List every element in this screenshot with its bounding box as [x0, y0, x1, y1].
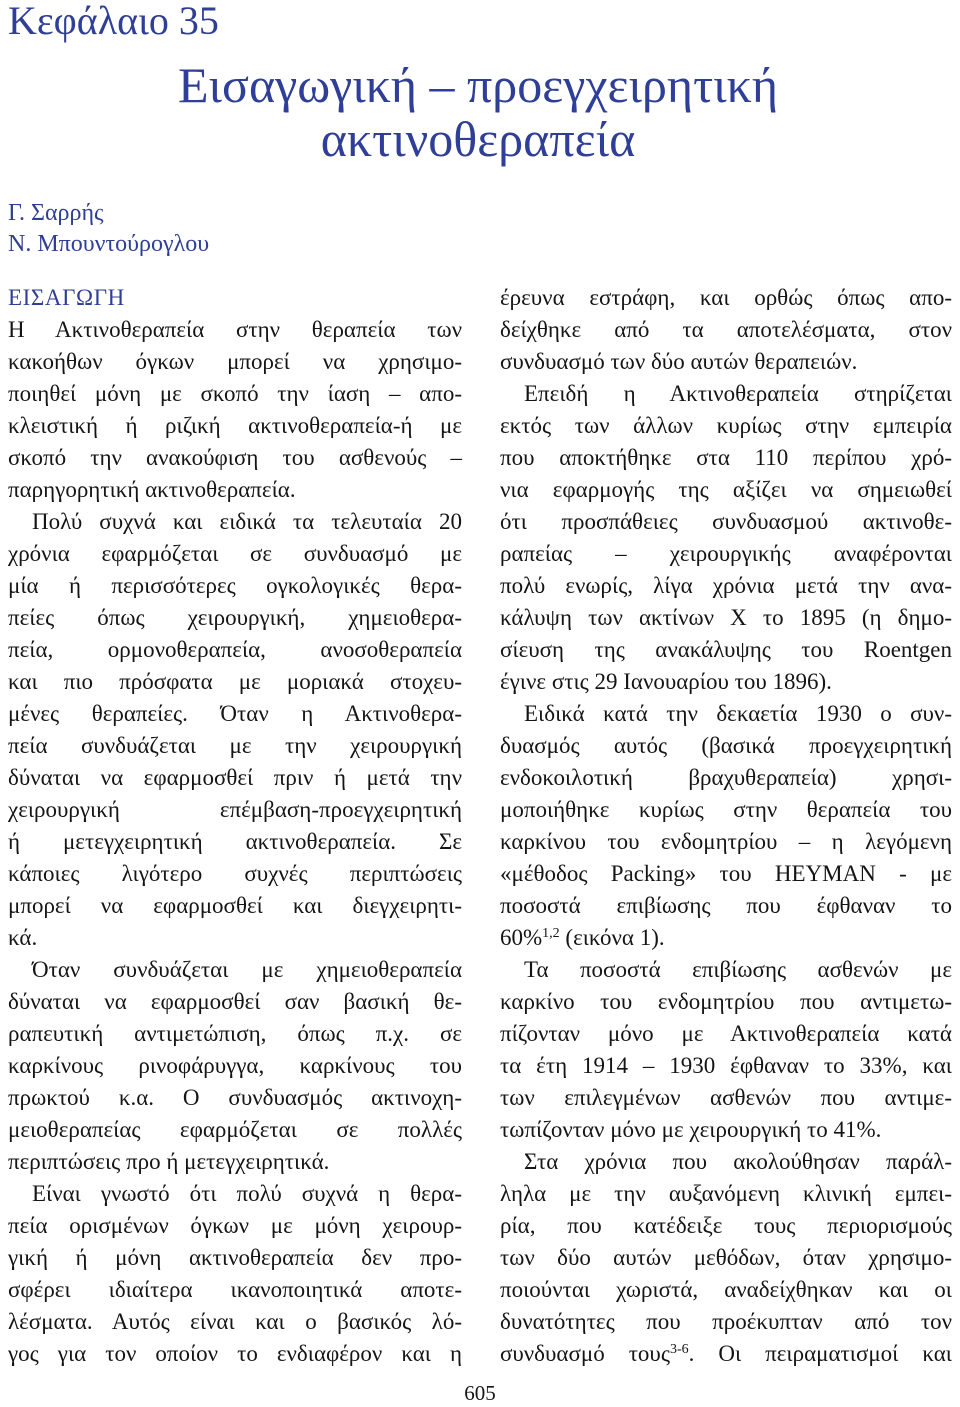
- text-line: που αποκτήθηκε στα 110 περίπου χρό-: [500, 445, 952, 470]
- text-line: ότι προσπάθειες συνδυασμού ακτινοθε-: [500, 509, 952, 534]
- author-list: [8, 198, 209, 260]
- text-line: κάποιες λιγότερο συχνές περιπτώσεις: [8, 861, 462, 886]
- text-line: «μέθοδος Packing» του HEYMAN - με: [500, 861, 952, 886]
- text-line: πρωκτού κ.α. Ο συνδυασμός ακτινοχη-: [8, 1085, 462, 1110]
- right-text-column: [500, 282, 952, 1370]
- text-line: ληλα με την αυξανόμενη κλινική εμπει-: [500, 1181, 952, 1206]
- text-line: δείχθηκε από τα αποτελέσματα, στον: [500, 317, 952, 342]
- text-line: περιπτώσεις προ ή μετεγχειρητικά.: [8, 1149, 330, 1174]
- text-segment: 60%: [500, 925, 543, 950]
- text-line: ραπευτική αντιμετώπιση, όπως π.χ. σε: [8, 1021, 462, 1046]
- text-segment: συνδυασμό τους: [500, 1341, 670, 1366]
- text-line: κακοήθων όγκων μπορεί να χρησιμο-: [8, 349, 462, 374]
- text-line: πίζονταν μόνο με Ακτινοθεραπεία κατά: [500, 1021, 952, 1046]
- text-line: κάλυψη των ακτίνων Χ το 1895 (η δημο-: [500, 605, 952, 630]
- text-line: χρόνια εφαρμόζεται σε συνδυασμό με: [8, 541, 462, 566]
- citation-superscript: 3-6: [669, 1342, 689, 1357]
- text-line: ποιούνται χωριστά, αναδείχθηκαν και οι: [500, 1277, 952, 1302]
- text-line: των δύο αυτών μεθόδων, όταν χρησιμο-: [500, 1245, 952, 1270]
- text-segment: (εικόνα 1).: [559, 925, 665, 950]
- paragraph: [500, 954, 952, 1146]
- left-text-column: [8, 282, 462, 1370]
- author-name: Ν. Μπουντούρογλου: [8, 231, 210, 257]
- text-line: μπορεί να εφαρμοσθεί και διεγχειρητι-: [8, 893, 462, 918]
- text-line: πεία ορισμένων όγκων με μόνη χειρουρ-: [8, 1213, 462, 1238]
- text-line: ή μετεγχειρητική ακτινοθεραπεία. Σε: [8, 829, 462, 854]
- paragraph: [8, 954, 462, 1178]
- text-line: καρκίνους ρινοφάρυγγα, καρκίνους του: [8, 1053, 462, 1078]
- text-line: πεία συνδυάζεται με την χειρουργική: [8, 733, 462, 758]
- text-line: [500, 922, 952, 954]
- text-line: Επειδή η Ακτινοθεραπεία στηρίζεται: [524, 381, 952, 406]
- text-line: ρία, που κατέδειξε τους περιορισμούς: [500, 1213, 952, 1238]
- text-line: και πιο πρόσφατα με μοριακά στοχευ-: [8, 669, 462, 694]
- text-line: ποιηθεί μόνη με σκοπό την ίαση – απο-: [8, 381, 462, 406]
- author-name: Γ. Σαρρής: [8, 200, 104, 226]
- text-line: νια εφαρμογής της αξίζει να σημειωθεί: [500, 477, 952, 502]
- text-line: λέσματα. Αυτός είναι και ο βασικός λό-: [8, 1309, 462, 1334]
- text-line: πεία, ορμονοθεραπεία, ανοσοθεραπεία: [8, 637, 462, 662]
- text-line: Είναι γνωστό ότι πολύ συχνά η θερα-: [32, 1181, 462, 1206]
- text-line: καρκίνο του ενδομητρίου που αντιμετω-: [500, 989, 952, 1014]
- paragraph: [500, 378, 952, 698]
- paragraph: [500, 1146, 952, 1370]
- text-line: σίευση της ανακάλυψης του Roentgen: [500, 637, 952, 662]
- text-line: Τα ποσοστά επιβίωσης ασθενών με: [524, 957, 952, 982]
- text-line: [500, 1338, 952, 1370]
- text-line: Ειδικά κατά την δεκαετία 1930 ο συν-: [524, 701, 952, 726]
- paragraph: [500, 282, 952, 378]
- text-line: πολύ ενωρίς, λίγα χρόνια μετά την ανα-: [500, 573, 952, 598]
- text-line: Όταν συνδυάζεται με χημειοθεραπεία: [32, 957, 462, 982]
- text-line: Πολύ συχνά και ειδικά τα τελευταία 20: [32, 509, 462, 534]
- text-line: σκοπό την ανακούφιση του ασθενούς –: [8, 445, 462, 470]
- text-line: πείες όπως χειρουργική, χημειοθερα-: [8, 605, 462, 630]
- chapter-title-line-1: Εισαγωγική – προεγχειρητική: [178, 57, 778, 113]
- section-heading: ΕΙΣΑΓΩΓΗ: [8, 285, 125, 310]
- text-line: δύναται να εφαρμοσθεί πριν ή μετά την: [8, 765, 462, 790]
- paragraph: [8, 1178, 462, 1370]
- text-line: γος για τον οποίον το ενδιαφέρον και η: [8, 1341, 462, 1366]
- paragraph: [8, 314, 462, 506]
- text-line: κά.: [8, 925, 38, 950]
- text-line: Η Ακτινοθεραπεία στην θεραπεία των: [8, 317, 462, 342]
- text-line: καρκίνου του ενδομητρίου – η λεγόμενη: [500, 829, 952, 854]
- paragraph: [500, 698, 952, 954]
- text-line: σφέρει ιδιαίτερα ικανοποιητικά αποτε-: [8, 1277, 462, 1302]
- chapter-title: [0, 58, 956, 166]
- text-line: τα έτη 1914 – 1930 έφθαναν το 33%, και: [500, 1053, 952, 1078]
- text-line: έρευνα εστράφη, και ορθώς όπως απο-: [500, 285, 952, 310]
- chapter-label: Κεφάλαιο 35: [8, 0, 219, 43]
- text-line: εκτός των άλλων κυρίως στην εμπειρία: [500, 413, 952, 438]
- text-line: τωπίζονταν μόνο με χειρουργική το 41%.: [500, 1117, 882, 1142]
- text-line: έγινε στις 29 Ιανουαρίου του 1896).: [500, 669, 832, 694]
- citation-superscript: 1,2: [542, 926, 560, 941]
- text-line: δύναται να εφαρμοσθεί σαν βασική θε-: [8, 989, 462, 1014]
- text-line: ραπείας – χειρουργικής αναφέρονται: [500, 541, 952, 566]
- page-number: 605: [464, 1381, 496, 1405]
- paragraph: [8, 506, 462, 954]
- text-line: συνδυασμό των δύο αυτών θεραπειών.: [500, 349, 858, 374]
- text-line: χειρουργική επέμβαση-προεγχειρητική: [8, 797, 462, 822]
- text-line: Στα χρόνια που ακολούθησαν παράλ-: [524, 1149, 952, 1174]
- text-line: γική ή μόνη ακτινοθεραπεία δεν προ-: [8, 1245, 462, 1270]
- text-line: μένες θεραπείες. Όταν η Ακτινοθερα-: [8, 701, 462, 726]
- text-line: ποσοστά επιβίωσης που έφθαναν το: [500, 893, 952, 918]
- text-segment: . Οι πειραματισμοί και: [688, 1341, 952, 1366]
- text-line: μία ή περισσότερες ογκολογικές θερα-: [8, 573, 462, 598]
- text-line: παρηγορητική ακτινοθεραπεία.: [8, 477, 296, 502]
- text-line: μειοθεραπείας εφαρμόζεται σε πολλές: [8, 1117, 462, 1142]
- text-line: των επιλεγμένων ασθενών που αντιμε-: [500, 1085, 952, 1110]
- text-line: δυνατότητες που προέκυπταν από τον: [500, 1309, 952, 1334]
- text-line: δυασμός αυτός (βασικά προεγχειρητική: [500, 733, 952, 758]
- text-line: κλειστική ή ριζική ακτινοθεραπεία-ή με: [8, 413, 462, 438]
- chapter-title-line-2: ακτινοθεραπεία: [320, 111, 636, 167]
- text-line: μοποιήθηκε κυρίως στην θεραπεία του: [500, 797, 952, 822]
- text-line: ενδοκοιλοτική βραχυθεραπεία) χρησι-: [500, 765, 952, 790]
